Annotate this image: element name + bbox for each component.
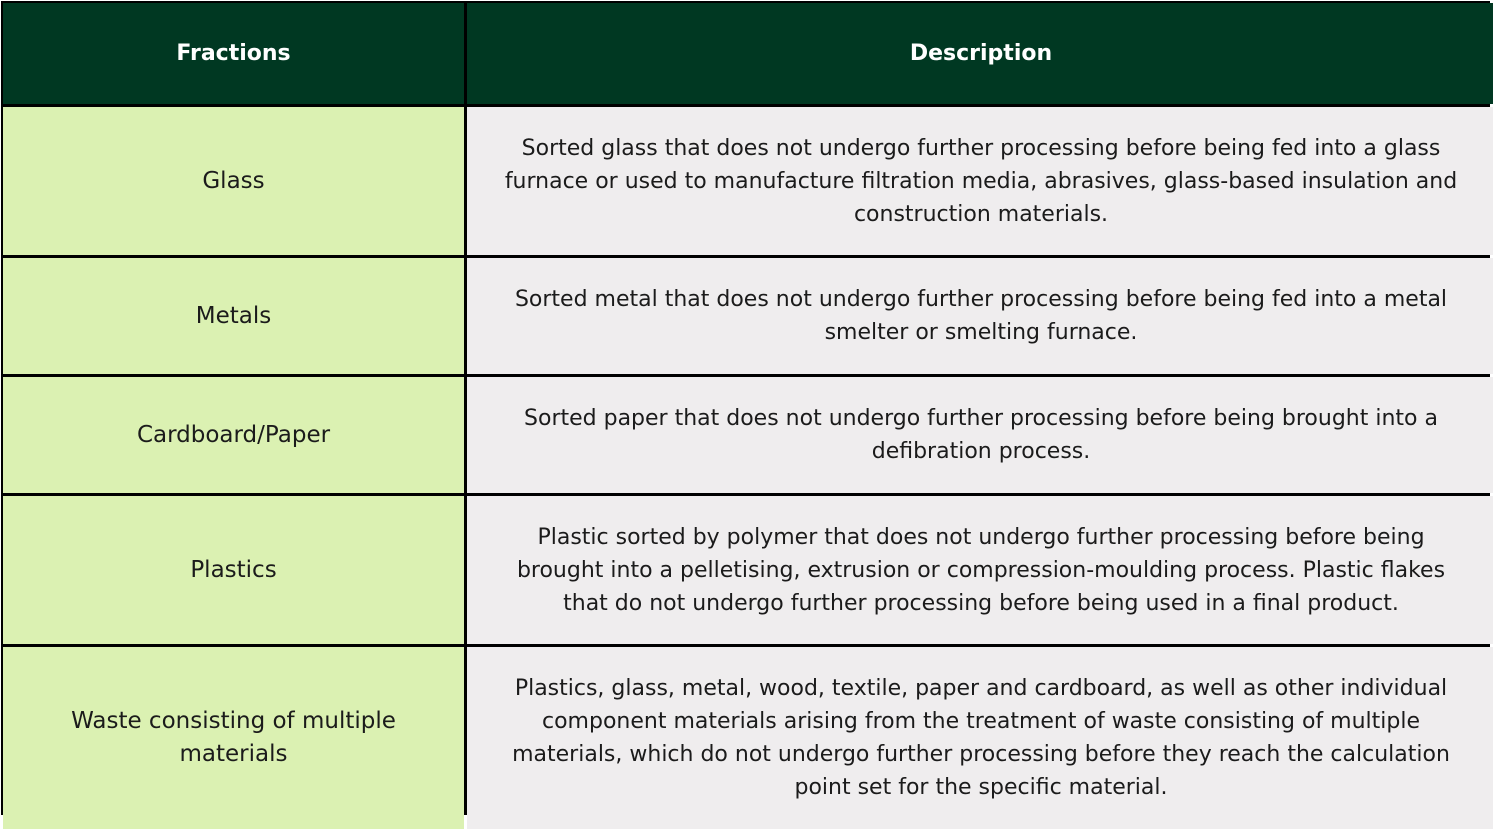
description-cell-metals: Sorted metal that does not undergo further processing before being fed into a metal smelter or smelting furnace. bbox=[467, 258, 1493, 374]
fraction-cell-plastics: Plastics bbox=[3, 496, 464, 644]
description-cell-plastics: Plastic sorted by polymer that does not undergo further processing before being brought into a pelletising, extrusion or compression-moulding process. Plastic flakes that do not undergo further processing before being used in a final product. bbox=[467, 496, 1493, 644]
header-fractions: Fractions bbox=[3, 3, 464, 104]
fraction-cell-glass: Glass bbox=[3, 107, 464, 255]
fractions-table bbox=[1, 1, 1490, 815]
fraction-cell-cardboard-paper: Cardboard/Paper bbox=[3, 377, 464, 493]
description-cell-glass: Sorted glass that does not undergo further processing before being fed into a glass furnace or used to manufacture filtration media, abrasives, glass-based insulation and construction materials. bbox=[467, 107, 1493, 255]
fraction-cell-multiple-materials: Waste consisting of multiple materials bbox=[3, 647, 464, 829]
header-description: Description bbox=[467, 3, 1493, 104]
description-cell-cardboard-paper: Sorted paper that does not undergo further processing before being brought into a defibration process. bbox=[467, 377, 1493, 493]
description-cell-multiple-materials: Plastics, glass, metal, wood, textile, paper and cardboard, as well as other individual component materials arising from the treatment of waste consisting of multiple materials, which do not undergo further processing before they reach the calculation point set for the specific material. bbox=[467, 647, 1493, 829]
fraction-cell-metals: Metals bbox=[3, 258, 464, 374]
